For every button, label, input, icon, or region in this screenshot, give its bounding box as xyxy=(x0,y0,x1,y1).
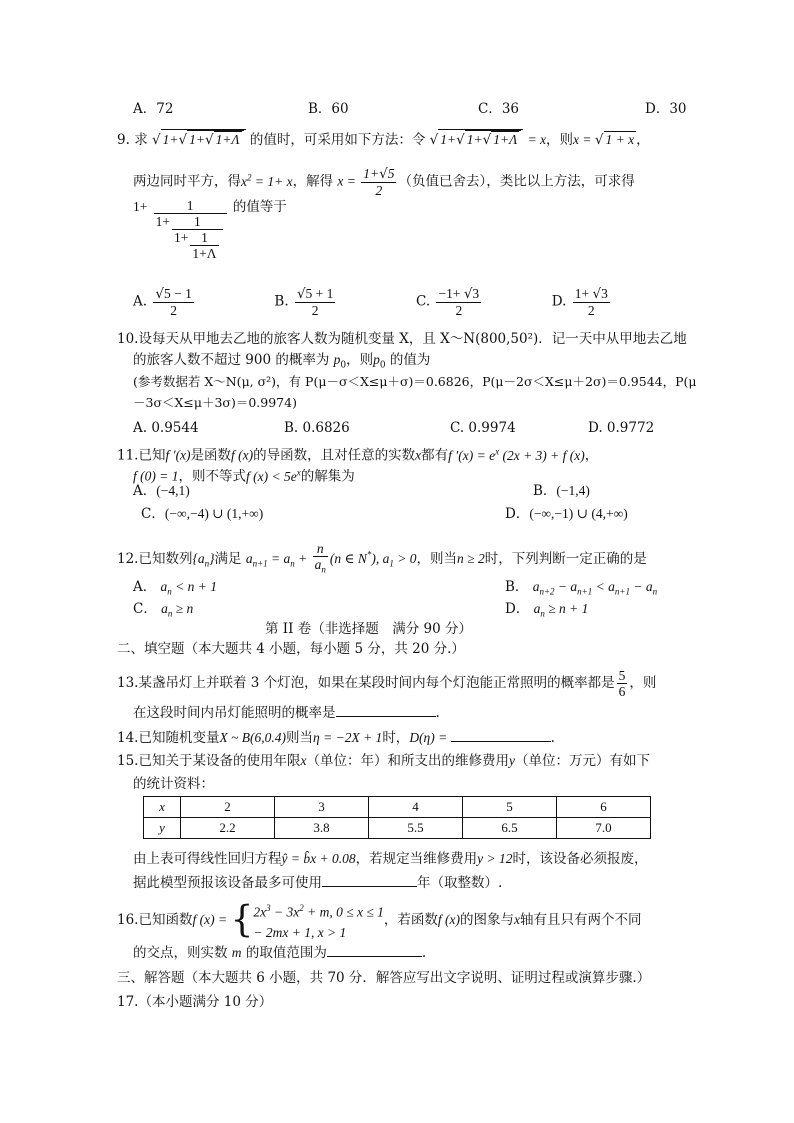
section2-heading: 二、填空题（本大题共 4 小题，每小题 5 分，共 20 分.） xyxy=(117,641,465,657)
section3-heading: 三、解答题（本大题共 6 小题，共 70 分．解答应写出文字说明、证明过程或演算步骤.） xyxy=(117,970,651,986)
table-row-x xyxy=(144,797,651,818)
q12-option-b: B． $a_{n+2} - a_{n+1} < a_{n+1} - a_n$ xyxy=(505,579,658,597)
q8-option-a: A．72 xyxy=(133,101,174,117)
q9-line1: 9. 求 √ 1+√ 1+√ 1+Λ 的值时，可采用如下方法：令 √ 1+√ 1+√ 1+Λ = x，则x = √ 1 + x ， xyxy=(117,129,650,149)
q15-line4: 据此模型预报该设备最多可使用 年（取整数）. xyxy=(133,875,503,891)
table-row-y xyxy=(144,818,651,839)
q15-stat-table xyxy=(143,796,651,839)
q10-line3: (参考数据若 X～N(μ, σ²)，有 P(μ－σ＜X≤μ＋σ)＝0.6826，P(μ－2σ＜X≤μ＋2σ)＝0.9544，P(μ xyxy=(133,374,697,389)
q12-line1: 12.已知数列$\{a_n\}$满足 $a_{n+1} = a_n$ + $\frac{n}{a_n}$ (n ∈ N*), $a_1 > 0$，则当n ≥ 2时，下列判断一定正确的是 xyxy=(117,541,647,575)
table-cell: 7.0 xyxy=(556,818,650,839)
q8-option-b: B．60 xyxy=(308,101,349,117)
q8-option-d: D．30 xyxy=(645,101,687,117)
q10-option-a: A. 0.9544 xyxy=(133,420,199,436)
q10-option-c: C. 0.9974 xyxy=(450,420,516,436)
part2-title: 第 II 卷（非选择题 满分 90 分） xyxy=(265,621,473,637)
q11-option-a: A．(−4,1) xyxy=(133,483,190,499)
q10-option-b: B. 0.6826 xyxy=(284,420,350,436)
q17-heading: 17.（本小题满分 10 分） xyxy=(117,994,273,1010)
q12-option-a: A． $a_n < n + 1$ xyxy=(133,579,218,597)
q16-line2: 的交点，则实数 m 的取值范围为 . xyxy=(133,945,427,961)
q11-option-c: C．(−∞,−4) ∪ (1,+∞) xyxy=(141,506,264,522)
q12-option-d: D． $a_n \ge n + 1$ xyxy=(505,601,589,619)
q10-line1: 10.设每天从甲地去乙地的旅客人数为随机变量 X，且 X～N(800,50²)．记一天中从甲地去乙地 xyxy=(117,331,687,347)
q15-line3: 由上表可得线性回归方程ŷ = b̂x + 0.08，若规定当维修费用y > 12时，该设备必须报废， xyxy=(133,851,648,867)
q10-line2: 的旅客人数不超过 900 的概率为 $p_0$，则$p_0$ 的值为 xyxy=(133,352,431,371)
q13-line1: 13.某盏吊灯上并联着 3 个灯泡，如果在某段时间内每个灯泡能正常照明的概率都是 $\frac{5}{6}$ ，则 xyxy=(117,668,657,699)
q11-option-b: B．(−1,4) xyxy=(533,483,590,499)
table-cell: 5.5 xyxy=(368,818,462,839)
table-header-x: x xyxy=(144,797,181,818)
q11-line1: 11.已知f ′(x)是函数f (x)的导函数，且对任意的实数x都有f $'(x) = e^x$ (2x + 3) + f (x)， xyxy=(117,446,599,464)
q9-continued-fraction: 1+ 1 1+ 1 1+ $\frac{1}{1+\Lambda}$ 的值等于 xyxy=(133,198,287,261)
q15-line1: 15.已知关于某设备的使用年限x（单位：年）和所支出的维修费用y（单位：万元）有如下 xyxy=(117,753,650,769)
table-cell: 6 xyxy=(556,797,650,818)
q12-option-c: C． $a_n \ge n$ xyxy=(133,601,194,619)
q14-line: 14.已知随机变量X ~ B(6,0.4)则当η = −2X + 1时，D(η) = . xyxy=(117,730,555,746)
table-cell: 3 xyxy=(274,797,368,818)
q8-option-c: C．36 xyxy=(478,101,520,117)
table-cell: 5 xyxy=(462,797,556,818)
table-cell: 4 xyxy=(368,797,462,818)
table-cell: 3.8 xyxy=(274,818,368,839)
table-cell: 2.2 xyxy=(180,818,274,839)
q10-option-d: D. 0.9772 xyxy=(588,420,655,436)
table-cell: 6.5 xyxy=(462,818,556,839)
q16-line1: 16.已知函数f (x) = { $2x^3 - 3x^2 + m$, 0 ≤ x ≤ 1 − 2mx + 1, x > 1 ，若函数f (x)的图象与x轴有且只有两个不同 xyxy=(117,899,642,941)
q13-line2: 在这段时间内吊灯能照明的概率是 . xyxy=(133,705,440,721)
q11-option-d: D．(−∞,−1) ∪ (4,+∞) xyxy=(505,506,628,522)
q9-options: A. $\frac{√5 - 1}{2}$ B. $\frac{√5 + 1}{2}$ C. $\frac{-1+ √3}{2}$ D. $\frac{1+ √3}{2}$ xyxy=(133,286,608,318)
table-header-y: y xyxy=(144,818,181,839)
q11-line2: f (0) = 1，则不等式f $(x) < 5e^x$的解集为 xyxy=(133,467,355,485)
table-cell: 2 xyxy=(180,797,274,818)
q15-line2: 的统计资料： xyxy=(133,776,214,792)
q9-line2: 两边同时平方，得$x^2 = 1+ x$，解得 x = $\frac{1+√5}{2}$ （负值已舍去），类比以上方法，可求得 xyxy=(133,166,635,198)
q10-line4: －3σ＜X≤μ＋3σ)＝0.9974) xyxy=(133,395,297,410)
